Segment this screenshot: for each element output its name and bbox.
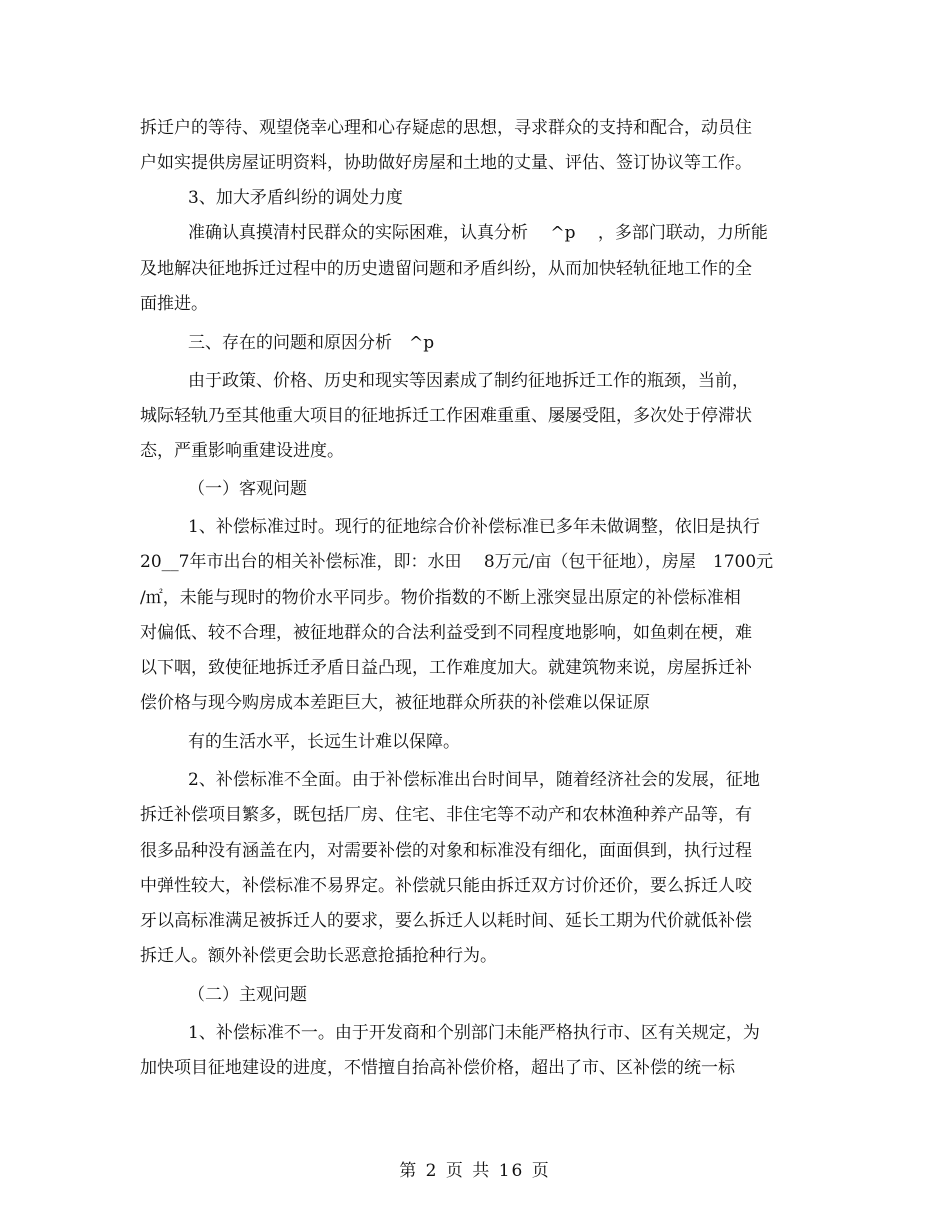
text-line: 准确认真摸清村民群众的实际困难，认真分析 ^p ，多部门联动，力所能 xyxy=(188,223,768,243)
text-line: 拆迁人。额外补偿更会助长恶意抢插抢种行为。 xyxy=(140,946,497,966)
subsection-heading: （二）主观问题 xyxy=(188,985,307,1005)
text-line: 由于政策、价格、历史和现实等因素成了制约征地拆迁工作的瓶颈，当前， xyxy=(188,371,749,391)
text-line: 2、补偿标准不全面。由于补偿标准出台时间早，随着经济社会的发展，征地 xyxy=(188,770,760,790)
text-line: 加快项目征地建设的进度，不惜擅自抬高补偿价格，超出了市、区补偿的统一标 xyxy=(140,1058,735,1078)
text-line: 3、加大矛盾纠纷的调处力度 xyxy=(188,188,403,208)
text-line: 态，严重影响重建设进度。 xyxy=(140,441,344,461)
text-line: /㎡，未能与现时的物价水平同步。物价指数的不断上涨突显出原定的补偿标准相 xyxy=(140,588,741,608)
text-line: 牙以高标准满足被拆迁人的要求，要么拆迁人以耗时间、延长工期为代价就低补偿 xyxy=(140,911,752,931)
text-line: 中弹性较大，补偿标准不易界定。补偿就只能由拆迁双方讨价还价，要么拆迁人咬 xyxy=(140,876,752,896)
text-line: 1、补偿标准不一。由于开发商和个别部门未能严格执行市、区有关规定，为 xyxy=(188,1023,760,1043)
text-line: 及地解决征地拆迁过程中的历史遗留问题和矛盾纠纷，从而加快轻轨征地工作的全 xyxy=(140,259,752,279)
text-line: 很多品种没有涵盖在内，对需要补偿的对象和标准没有细化，面面俱到，执行过程 xyxy=(140,841,752,861)
text-line: 以下咽，致使征地拆迁矛盾日益凸现，工作难度加大。就建筑物来说，房屋拆迁补 xyxy=(140,658,752,678)
text-line: 对偏低、较不合理，被征地群众的合法利益受到不同程度地影响，如鱼刺在梗，难 xyxy=(140,623,752,643)
text-line: 拆迁户的等待、观望侥幸心理和心存疑虑的思想，寻求群众的支持和配合，动员住 xyxy=(140,118,752,138)
text-line: 偿价格与现今购房成本差距巨大，被征地群众所获的补偿难以保证原 xyxy=(140,693,650,713)
text-line: 户如实提供房屋证明资料，协助做好房屋和土地的丈量、评估、签订协议等工作。 xyxy=(140,153,752,173)
subsection-heading: （一）客观问题 xyxy=(188,479,307,499)
page-footer: 第 2 页 共 16 页 xyxy=(399,1161,551,1181)
text-line: 拆迁补偿项目繁多，既包括厂房、住宅、非住宅等不动产和农林渔种养产品等，有 xyxy=(140,805,752,825)
text-line: 有的生活水平，长远生计难以保障。 xyxy=(188,732,460,752)
section-heading: 三、存在的问题和原因分析 ^p xyxy=(188,333,435,353)
text-line: 面推进。 xyxy=(140,294,208,314)
text-line: 1、补偿标准过时。现行的征地综合价补偿标准已多年未做调整，依旧是执行 xyxy=(188,517,760,537)
text-line: 城际轻轨乃至其他重大项目的征地拆迁工作困难重重、屡屡受阻，多次处于停滞状 xyxy=(140,406,752,426)
text-line: 20__7年市出台的相关补偿标准，即：水田 8万元/亩（包干征地），房屋 1700元 xyxy=(140,552,774,572)
